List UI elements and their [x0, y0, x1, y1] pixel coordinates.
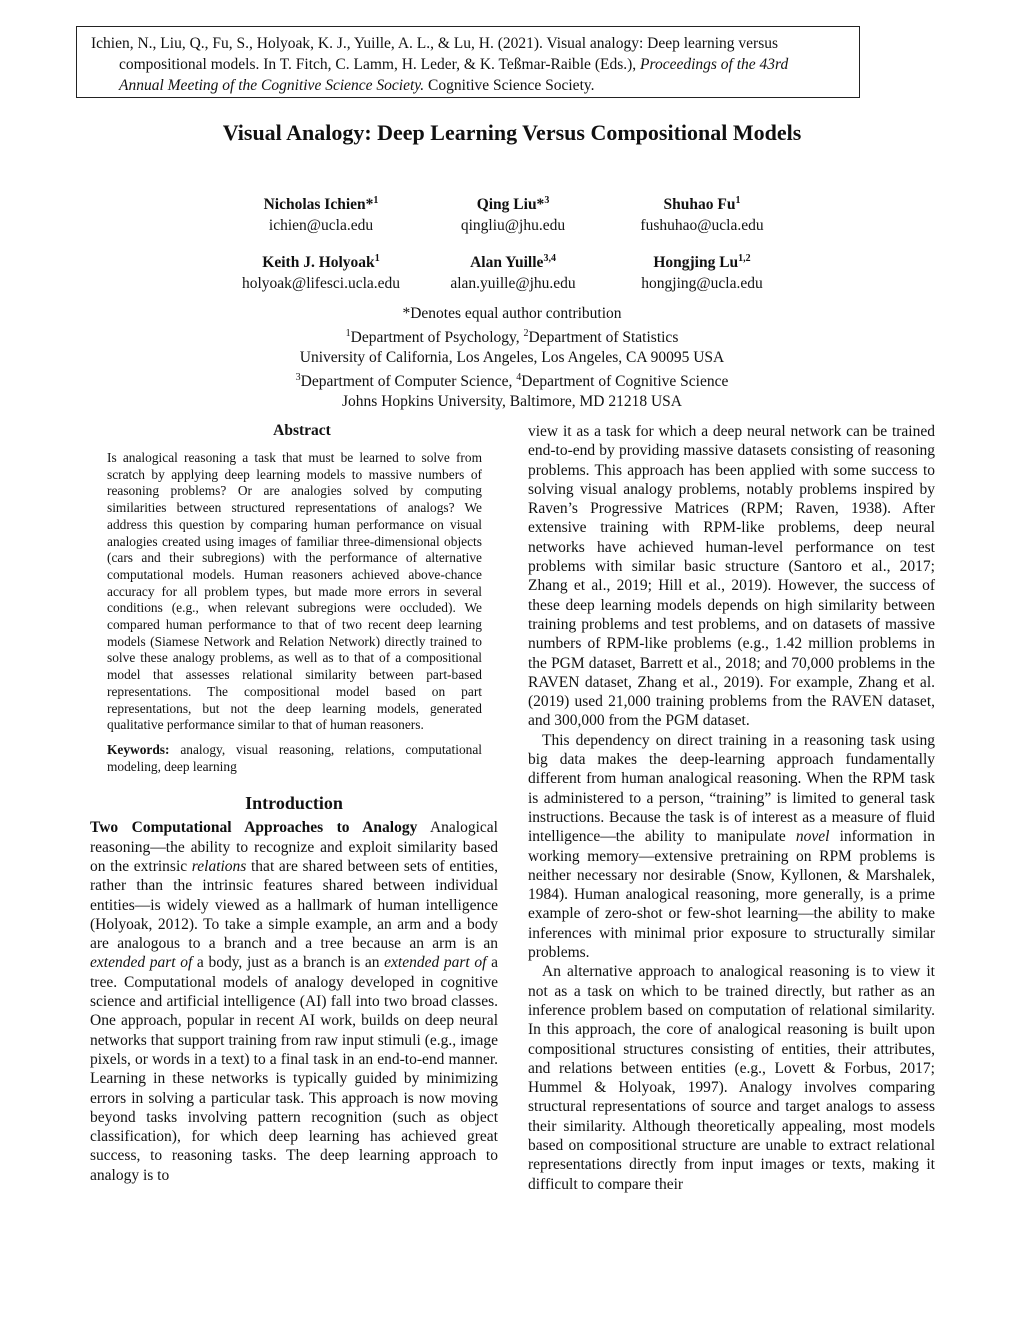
abstract-heading: Abstract — [273, 422, 331, 439]
left-column — [90, 422, 498, 1185]
author-liu: Qing Liu*$^3$ qingliu@jhu.edu — [460, 195, 566, 235]
author-holyoak: Keith J. Holyoak$^1$ holyoak@lifesci.ucla.edu — [241, 253, 401, 293]
keywords: Keywords: analogy, visual reasoning, relations, computational modeling, deep learning — [107, 741, 482, 774]
author-lu: Hongjing Lu$^{1,2}$ hongjing@ucla.edu — [641, 253, 763, 293]
intro-paragraph-3: An alternative approach to analogical reasoning is to view it not as a task on which to be trained directly, but rather as an inference problem based on computation of relational similarity. In this approach, the core of analogical reasoning is built upon compositional structures consisting of entities, their attributes, and relations between entities (e.g., Lovett & Forbus, 2017; Hummel & Holyoak, 1997). Analogy involves comparing structural representations of source and target analogs to assess their similarity. Although theoretically appealing, most models based on compositional structure are unable to extract relational representations directly from input images or texts, making it difficult to compare their — [528, 963, 935, 1193]
intro-paragraph-1-cont: view it as a task for which a deep neural network can be trained end-to-end by providing massive datasets consisting of reasoning problems. This approach has been applied with some success to solving visual analogy problems, notably problems inspired by Raven’s Progressive Matrices (RPM; Raven, 1938). After extensive training with RPM-like problems, deep neural networks have achieved human-level performance on test problems with similar basic structure (Santoro et al., 2017; Zhang et al., 2019; Hill et al., 2019). However, the success of these deep learning models depends on high similarity between training problems and test problems, and on datasets of massive numbers of RPM-like problems (e.g., 1.42 million problems in the PGM dataset, Barrett et al., 2018; and 70,000 problems in the RAVEN dataset, Zhang et al., 2019). For example, Zhang et al. (2019) used 21,000 training problems from the RAVEN dataset, and 300,000 from the PGM dataset. — [528, 423, 935, 730]
runin-heading: Two Computational Approaches to Analogy — [90, 819, 418, 837]
affiliation-ucla-depts: $^1$Department of Psychology, $^2$Department of Statistics — [345, 328, 679, 347]
paper-title: Visual Analogy: Deep Learning Versus Compositional Models — [222, 120, 802, 145]
author-email[interactable]: qingliu@jhu.edu — [460, 217, 566, 235]
citation-box — [76, 26, 860, 98]
right-column — [528, 422, 935, 1194]
intro-paragraph-2: This dependency on direct training in a reasoning task using big data makes the deep-learning approach fundamentally different from human analogical reasoning. When the RPM task is administered to a person, “training” is limited to general task instructions. Because the task is of interest as a measure of fluid intelligence—the ability to manipulate novel information in working memory—extensive pretraining on RPM problems is neither necessary nor desirable (Snow, Kyllonen, & Marshalek, 1984). Human analogical reasoning, more generally, is a prime example of zero-shot or few-shot learning—the ability to make inferences with minimal prior exposure to structurally similar problems. — [528, 731, 935, 962]
author-fu: Shuhao Fu$^1$ fushuhao@ucla.edu — [640, 195, 764, 235]
equal-contribution-note: *Denotes equal author contribution — [402, 305, 622, 322]
abstract-text: Is analogical reasoning a task that must be learned to solve from scratch by applying deep learning models to massive numbers of reasoning problems? Or are analogies solved by computing similarities between structured representations of analogs? We address this question by comparing human performance on visual analogies created using images of familiar three-dimensional objects (cars and their subregions) with the performance of alternative computational models. Human reasoners achieved above-chance accuracy for all problem types, but made more errors in several conditions (e.g., when relevant subregions were occluded). We compared human performance to that of two recent deep learning models (Siamese Network and Relation Network) directly trained to solve these analogy problems, as well as to that of a compositional model that assesses relational similarity between part-based representations. The compositional model based on part representations, but not the deep learning models, generated qualitative performance similar to that of human reasoners. — [107, 450, 482, 733]
affiliation-ucla: University of California, Los Angeles, Los Angeles, CA 90095 USA — [299, 349, 725, 367]
author-email[interactable]: fushuhao@ucla.edu — [640, 217, 764, 235]
affiliation-jhu-depts: $^3$Department of Computer Science, $^4$Department of Cognitive Science — [295, 372, 729, 391]
citation-line-3: Annual Meeting of the Cognitive Science Society. Cognitive Science Society. — [119, 77, 595, 94]
introduction-heading: Introduction — [245, 793, 343, 814]
author-email[interactable]: alan.yuille@jhu.edu — [450, 275, 576, 293]
author-ichien: Nicholas Ichien*$^1$ ichien@ucla.edu — [263, 195, 379, 235]
affiliation-jhu: Johns Hopkins University, Baltimore, MD 21218 USA — [342, 393, 682, 411]
citation-line-2: compositional models. In T. Fitch, C. Lamm, H. Leder, & K. Teßmar-Raible (Eds.), Proceedings of the 43rd — [119, 56, 789, 73]
author-email[interactable]: ichien@ucla.edu — [268, 217, 374, 235]
author-email[interactable]: hongjing@ucla.edu — [641, 275, 763, 293]
author-yuille: Alan Yuille$^{3,4}$ alan.yuille@jhu.edu — [450, 253, 576, 293]
citation-line-1: Ichien, N., Liu, Q., Fu, S., Holyoak, K. J., Yuille, A. L., & Lu, H. (2021). Visual analogy: Deep learning versus — [91, 35, 779, 52]
author-email[interactable]: holyoak@lifesci.ucla.edu — [241, 275, 401, 293]
affiliations — [0, 304, 1024, 412]
intro-paragraph-1: Two Computational Approaches to Analogy Analogical reasoning—the ability to recognize and exploit similarity based on the extrinsic relations that are shared between sets of entities, rather than the intrinsic features shared between individual entities—is widely viewed as a hallmark of human intelligence (Holyoak, 2012). To take a simple example, an arm and a body are analogous to a branch and a tree because an arm is an extended part of a body, just as a branch is an extended part of a tree. Computational models of analogy developed in cognitive science and artificial intelligence (AI) fall into two broad classes. One approach, popular in recent AI work, builds on deep neural networks that support training from raw input stimuli (e.g., image pixels, or words in a text) to a final task in an end-to-end manner. Learning in these networks is typically guided by minimizing errors in solving a particular task. This approach is now moving beyond tasks involving pattern recognition (such as object classification), for which deep learning has achieved great success, to reasoning tasks. The deep learning approach to analogy is to — [90, 819, 499, 1184]
